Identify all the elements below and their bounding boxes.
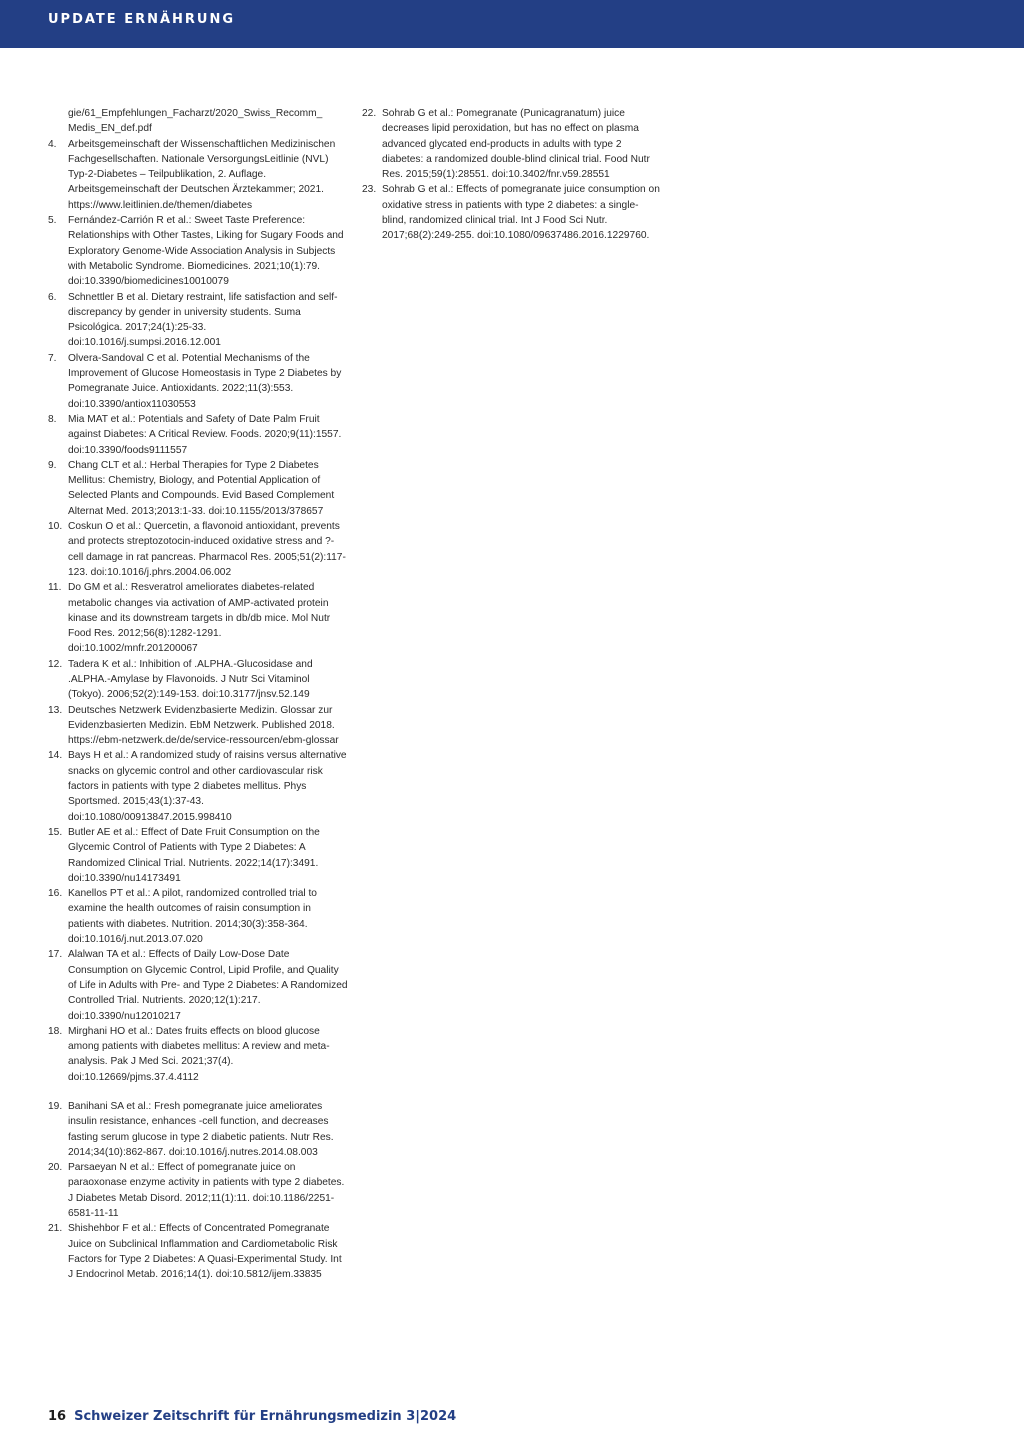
reference-item <box>362 106 662 182</box>
reference-number: 15. <box>48 826 63 838</box>
reference-item <box>48 748 348 824</box>
reference-item <box>362 182 662 243</box>
reference-number: 9. <box>48 459 57 471</box>
reference-item <box>48 1099 348 1160</box>
reference-text: Schnettler B et al. Dietary restraint, life satisfaction and self-discrepancy by gender in university students. Suma Psicológica. 2017;24(1):25-33. doi:10.1016/j.sumpsi.2016.12.001 <box>68 291 338 349</box>
reference-text: Olvera-Sandoval C et al. Potential Mechanisms of the Improvement of Glucose Homeostasis in Type 2 Diabetes by Pomegranate Juice. Antioxidants. 2022;11(3):553. doi:10.3390/antiox11030553 <box>68 352 342 410</box>
reference-text: Banihani SA et al.: Fresh pomegranate juice ameliorates insulin resistance, enhances -cell function, and decreases fasting serum glucose in type 2 diabetic patients. Nutr Res. 2014;34(10):862-867. doi:10.1016/j.nutres.2014.08.003 <box>68 1101 334 1158</box>
reference-item <box>48 137 348 213</box>
reference-number: 8. <box>48 413 57 425</box>
reference-column-left <box>48 106 348 1283</box>
reference-text: Do GM et al.: Resveratrol ameliorates diabetes-related metabolic changes via activation of AMP-activated protein kinase and its downstream targets in db/db mice. Mol Nutr Food Res. 2012;56(8):1282-1291. doi:10.1002/mnfr.201200067 <box>68 582 331 655</box>
reference-text: Sohrab G et al.: Pomegranate (Punicagranatum) juice decreases lipid peroxidation, but has no effect on plasma advanced glycated end-products in adults with type 2 diabetes: a randomized double-blind clinical trial. Food Nutr Res. 2015;59(1):28551. doi:10.3402/fnr.v59.28551 <box>382 108 650 181</box>
reference-number: 7. <box>48 352 57 364</box>
reference-item <box>48 703 348 749</box>
reference-item <box>48 1221 348 1282</box>
reference-text: Sohrab G et al.: Effects of pomegranate juice consumption on oxidative stress in patients with type 2 diabetes: a single-blind, randomized clinical trial. Int J Food Sci Nutr. 2017;68(2):249-255. doi:10.1080/09637486.2016.1229760. <box>382 184 660 242</box>
reference-item <box>48 580 348 656</box>
reference-item <box>48 657 348 703</box>
reference-list-right <box>362 106 662 244</box>
reference-number: 21. <box>48 1223 63 1235</box>
reference-number: 6. <box>48 291 57 303</box>
reference-text: Coskun O et al.: Quercetin, a flavonoid antioxidant, prevents and protects streptozotocin-induced oxidative stress and ?-cell damage in rat pancreas. Pharmacol Res. 2005;51(2):117-123. doi:10.1016/j.phrs.2004.06.002 <box>68 521 346 578</box>
reference-text: Fernández-Carrión R et al.: Sweet Taste Preference: Relationships with Other Tastes, Liking for Sugary Foods and Exploratory Genome-Wide Association Analysis in Subjects with Metabolic Syndrome. Biomedicines. 2021;10(1):79. doi:10.3390/biomedicines10010079 <box>68 215 344 288</box>
reference-number: 16. <box>48 888 63 900</box>
reference-text: Arbeitsgemeinschaft der Wissenschaftlichen Medizinischen Fachgesellschaften. Nationale VersorgungsLeitlinie (NVL) Typ-2-Diabetes – Teilpublikation, 2. Auflage. Arbeitsgemeinschaft der Deutschen Ärztekammer; 2021. https://www.leitlinien.de/themen/diabetes <box>68 138 336 211</box>
reference-number: 14. <box>48 750 63 762</box>
reference-text: Shishehbor F et al.: Effects of Concentrated Pomegranate Juice on Subclinical Inflammation and Cardiometabolic Risk Factors for Type 2 Diabetes: A Quasi-Experimental Study. Int J Endocrinol Metab. 2016;14(1). doi:10.5812/ijem.33835 <box>68 1223 342 1281</box>
reference-item <box>48 825 348 886</box>
reference-number: 13. <box>48 704 63 716</box>
reference-number: 5. <box>48 215 57 227</box>
reference-number: 10. <box>48 521 63 533</box>
reference-item <box>48 519 348 580</box>
reference-text: Mia MAT et al.: Potentials and Safety of Date Palm Fruit against Diabetes: A Critical Review. Foods. 2020;9(11):1557. doi:10.3390/foods9111557 <box>68 413 342 456</box>
reference-item <box>48 947 348 1023</box>
reference-text: gie/61_Empfehlungen_Facharzt/2020_Swiss_Recomm_ Medis_EN_def.pdf <box>68 108 323 135</box>
reference-number: 23. <box>362 184 377 196</box>
reference-number: 18. <box>48 1025 63 1037</box>
reference-item <box>48 213 348 289</box>
reference-text: Parsaeyan N et al.: Effect of pomegranate juice on paraoxonase enzyme activity in patients with type 2 diabetes. J Diabetes Metab Disord. 2012;11(1):11. doi:10.1186/2251-6581-11-11 <box>68 1162 345 1220</box>
journal-title: Schweizer Zeitschrift für Ernährungsmedizin 3|2024 <box>74 1409 457 1424</box>
reference-text: Bays H et al.: A randomized study of raisins versus alternative snacks on glycemic control and other cardiovascular risk factors in patients with type 2 diabetes mellitus. Phys Sportsmed. 2015;43(1):37-43. doi:10.1080/00913847.2015.998410 <box>68 750 347 823</box>
reference-item <box>48 412 348 458</box>
reference-item <box>48 1024 348 1085</box>
header-band <box>0 0 1024 48</box>
reference-item <box>48 351 348 412</box>
reference-continuation <box>48 106 348 137</box>
reference-gap <box>48 1085 348 1099</box>
reference-list-left <box>48 137 348 1085</box>
reference-number: 12. <box>48 658 63 670</box>
reference-list-left-continued <box>48 1099 348 1283</box>
reference-item <box>48 290 348 351</box>
reference-text: Mirghani HO et al.: Dates fruits effects on blood glucose among patients with diabetes mellitus: A review and meta-analysis. Pak J Med Sci. 2021;37(4). doi:10.12669/pjms.37.4.4112 <box>68 1025 330 1083</box>
reference-text: Kanellos PT et al.: A pilot, randomized controlled trial to examine the health outcomes of raisin consumption in patients with diabetes. Nutrition. 2014;30(3):358-364. doi:10.1016/j.nut.2013.07.020 <box>68 888 317 946</box>
reference-text: Deutsches Netzwerk Evidenzbasierte Medizin. Glossar zur Evidenzbasierten Medizin. EbM Netzwerk. Published 2018. https://ebm-netzwerk.de/de/service-ressourcen/ebm-glossar <box>68 704 339 747</box>
page-footer <box>48 1409 456 1424</box>
reference-item <box>48 886 348 947</box>
reference-number: 22. <box>362 108 377 119</box>
reference-text: Tadera K et al.: Inhibition of .ALPHA.-Glucosidase and .ALPHA.-Amylase by Flavonoids. J Nutr Sci Vitaminol (Tokyo). 2006;52(2):149-153. doi:10.3177/jnsv.52.149 <box>68 658 313 701</box>
reference-number: 19. <box>48 1101 63 1112</box>
reference-number: 17. <box>48 949 63 961</box>
reference-text: Alalwan TA et al.: Effects of Daily Low-Dose Date Consumption on Glycemic Control, Lipid Profile, and Quality of Life in Adults with Pre- and Type 2 Diabetes: A Randomized Controlled Trial. Nutrients. 2020;12(1):217. doi:10.3390/nu12010217 <box>68 949 348 1022</box>
reference-text: Butler AE et al.: Effect of Date Fruit Consumption on the Glycemic Control of Patients with Type 2 Diabetes: A Randomized Clinical Trial. Nutrients. 2022;14(17):3491. doi:10.3390/nu14173491 <box>68 826 320 884</box>
reference-number: 4. <box>48 138 57 150</box>
reference-column-right <box>362 106 662 244</box>
reference-text: Chang CLT et al.: Herbal Therapies for Type 2 Diabetes Mellitus: Chemistry, Biology, and Potential Application of Selected Plants and Compounds. Evid Based Complement Alternat Med. 2013;2013:1-33. doi:10.1155/2013/378657 <box>68 459 335 517</box>
reference-number: 20. <box>48 1162 63 1174</box>
page-number: 16 <box>48 1409 67 1424</box>
reference-number: 11. <box>48 582 62 594</box>
reference-item <box>48 1160 348 1221</box>
reference-item <box>48 458 348 519</box>
section-title: UPDATE ERNÄHRUNG <box>48 12 236 27</box>
